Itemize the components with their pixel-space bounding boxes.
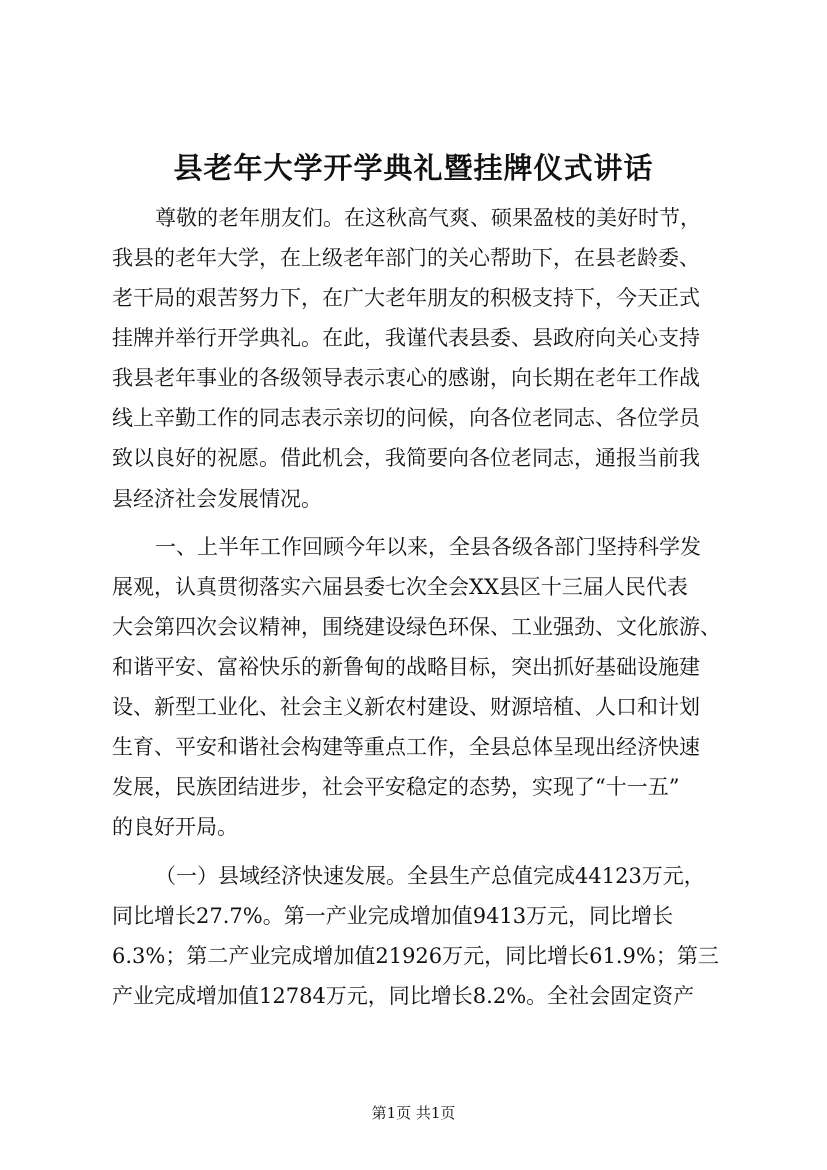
body-line-5: 我县老年事业的各级领导表示衷心的感谢，向长期在老年工作战 bbox=[112, 366, 700, 390]
body-line-4: 挂牌并举行开学典礼。在此，我谨代表县委、县政府向关心支持 bbox=[112, 326, 700, 350]
body-line-6: 线上辛勤工作的同志表示亲切的问候，向各位老同志、各位学员 bbox=[112, 406, 700, 430]
body-line-19: 6.3%；第二产业完成增加值21926万元，同比增长61.9%；第三 bbox=[112, 944, 719, 968]
body-line-12: 和谐平安、富裕快乐的新鲁甸的战略目标，突出抓好基础设施建 bbox=[112, 655, 700, 679]
document-title: 县老年大学开学典礼暨挂牌仪式讲话 bbox=[173, 151, 654, 185]
body-line-2: 我县的老年大学，在上级老年部门的关心帮助下，在县老龄委、 bbox=[112, 246, 700, 270]
body-line-14: 生育、平安和谐社会构建等重点工作，全县总体呈现出经济快速 bbox=[112, 735, 700, 759]
body-line-1: 尊敬的老年朋友们。在这秋高气爽、硕果盈枝的美好时节， bbox=[155, 206, 701, 230]
body-line-18: 同比增长27.7%。第一产业完成增加值9413万元，同比增长 bbox=[112, 904, 674, 928]
body-line-15: 发展，民族团结进步，社会平安稳定的态势，实现了“十一五” bbox=[112, 775, 680, 799]
body-line-20: 产业完成增加值12784万元，同比增长8.2%。全社会固定资产 bbox=[112, 984, 695, 1008]
page-number-footer: 第1页 共1页 bbox=[371, 1104, 456, 1122]
body-line-7: 致以良好的祝愿。借此机会，我简要向各位老同志，通报当前我 bbox=[112, 446, 700, 470]
body-line-13: 设、新型工业化、社会主义新农村建设、财源培植、人口和计划 bbox=[112, 695, 700, 719]
body-line-10: 展观，认真贯彻落实六届县委七次全会XX县区十三届人民代表 bbox=[112, 575, 688, 599]
body-line-8: 县经济社会发展情况。 bbox=[112, 487, 322, 511]
body-line-9: 一、上半年工作回顾今年以来，全县各级各部门坚持科学发 bbox=[155, 535, 701, 559]
body-line-16: 的良好开局。 bbox=[112, 815, 238, 839]
body-line-11: 大会第四次会议精神，围绕建设绿色环保、工业强劲、文化旅游、 bbox=[112, 615, 721, 639]
body-line-17: （一）县域经济快速发展。全县生产总值完成44123万元， bbox=[155, 864, 705, 888]
body-line-3: 老干局的艰苦努力下，在广大老年朋友的积极支持下，今天正式 bbox=[112, 286, 700, 310]
